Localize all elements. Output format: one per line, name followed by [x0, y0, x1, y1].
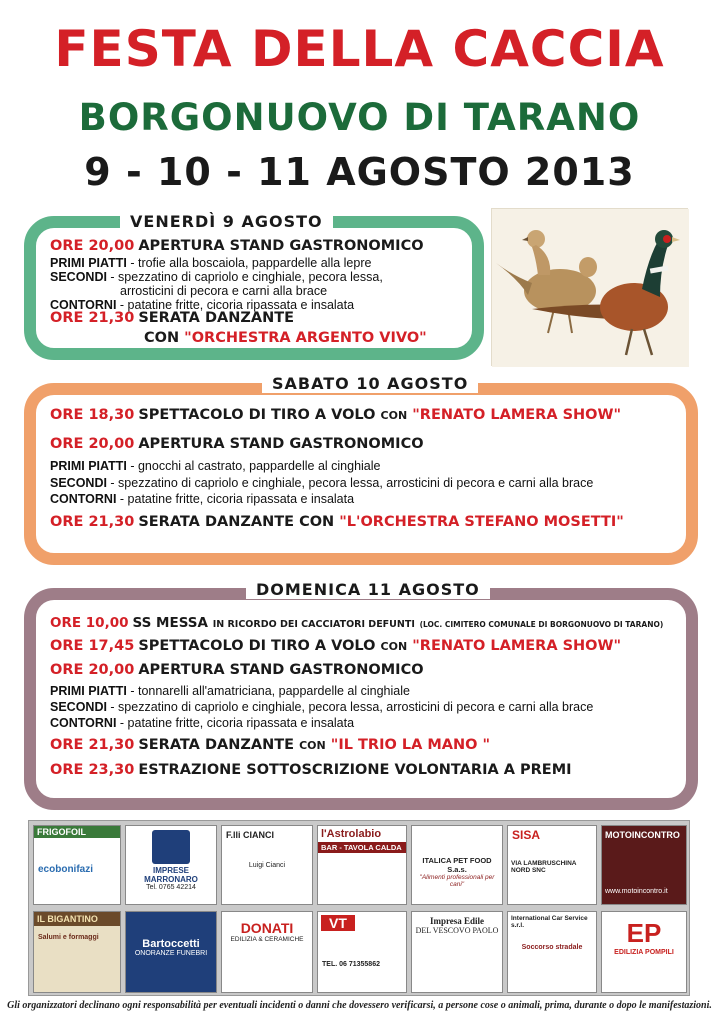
sponsor-motoincontro	[601, 825, 687, 905]
sponsor-name: ITALICA PET FOOD S.a.s.	[422, 856, 492, 874]
event-time: ORE 20,00	[50, 238, 135, 254]
event-guest: "IL TRIO LA MANO "	[330, 737, 491, 753]
menu-label: SECONDI	[50, 700, 107, 714]
sponsor-name: l'Astrolabio	[321, 828, 382, 840]
friday-menu-primi	[50, 256, 371, 270]
menu-label: SECONDI	[50, 476, 107, 490]
sponsor-name: EP	[626, 918, 662, 948]
sponsor-line: Soccorso stradale	[521, 944, 583, 951]
menu-label: CONTORNI	[50, 716, 117, 730]
sponsor-frigofoil	[33, 825, 121, 905]
sponsor-line: TEL. 06 71355862	[322, 961, 380, 968]
menu-text: - patatine fritte, cicoria ripassata e insalata	[116, 716, 355, 730]
sponsors-area	[28, 820, 690, 996]
sponsor-donati	[221, 911, 313, 993]
event-text: APERTURA STAND GASTRONOMICO	[138, 436, 424, 452]
sponsor-marronaro	[125, 825, 217, 905]
event-time: ORE 17,45	[50, 638, 135, 654]
menu-label: CONTORNI	[50, 492, 117, 506]
saturday-menu-secondi	[50, 476, 593, 490]
event-time: ORE 23,30	[50, 762, 135, 778]
menu-label: CONTORNI	[50, 298, 117, 312]
event-time: ORE 21,30	[50, 514, 135, 530]
sponsor-name: IL BIGANTINO	[34, 912, 120, 926]
sponsor-line: ONORANZE FUNEBRI	[134, 950, 208, 957]
friday-title: VENERDÌ 9 AGOSTO	[120, 212, 333, 231]
friday-event-band	[144, 330, 427, 346]
saturday-event-dance	[50, 514, 624, 530]
event-guest: "RENATO LAMERA SHOW"	[412, 407, 622, 423]
saturday-event-shooting	[50, 407, 621, 423]
saturday-event-stand	[50, 436, 424, 452]
event-text: APERTURA STAND GASTRONOMICO	[138, 238, 424, 254]
friday-menu-secondi-cont: arrosticini di pecora e carni alla brace	[120, 284, 328, 298]
friday-event-dance	[50, 310, 294, 326]
menu-text: - tonnarelli all'amatriciana, pappardelle al cinghiale	[126, 684, 410, 698]
event-with: CON	[299, 739, 326, 752]
sponsor-name: FRIGOFOIL	[34, 826, 120, 838]
sponsor-line: Salumi e formaggi	[38, 934, 99, 941]
saturday-menu-contorni	[50, 492, 354, 506]
sponsor-vt	[317, 911, 407, 993]
menu-text: - patatine fritte, cicoria ripassata e insalata	[116, 298, 355, 312]
sponsor-italica-pet-food	[411, 825, 503, 905]
event-text: SERATA DANZANTE	[138, 310, 295, 326]
event-text: ESTRAZIONE SOTTOSCRIZIONE VOLONTARIA A PREMI	[138, 762, 572, 778]
sponsor-bartoccetti	[125, 911, 217, 993]
disclaimer: Gli organizzatori declinano ogni responsabilità per eventuali incidenti o danni che dovessero verificarsi, a persone cose o animali, prima, durante o dopo le manifestazioni.	[7, 1000, 712, 1011]
event-text: SERATA DANZANTE	[138, 737, 295, 753]
dates-title: 9 - 10 - 11 AGOSTO 2013	[84, 150, 635, 194]
menu-label: PRIMI PIATTI	[50, 256, 127, 270]
sponsor-name: F.lli CIANCI	[226, 830, 275, 840]
event-text: SPETTACOLO DI TIRO A VOLO	[138, 638, 376, 654]
sponsor-car-service	[507, 911, 597, 993]
event-small-text: IN RICORDO DEI CACCIATORI DEFUNTI	[212, 619, 415, 630]
sponsor-name: International Car Service s.r.l.	[511, 915, 588, 929]
sponsor-name: VT	[321, 915, 355, 931]
logo-icon	[152, 830, 190, 864]
sponsor-pompili	[601, 911, 687, 993]
menu-text: - spezzatino di capriolo e cinghiale, pecora lessa,	[106, 270, 383, 284]
sponsor-name: Bartoccetti	[142, 938, 200, 950]
sunday-title: DOMENICA 11 AGOSTO	[246, 580, 490, 599]
sponsor-line: VIA LAMBRUSCHINA NORD SNC	[511, 860, 577, 874]
event-with: CON	[380, 640, 408, 653]
sponsor-line: EDILIZIA POMPILI	[614, 949, 674, 956]
event-time: ORE 20,00	[50, 662, 135, 678]
event-text: SERATA DANZANTE CON	[138, 514, 335, 530]
sponsor-line: EDILIZIA & CERAMICHE	[230, 936, 304, 943]
sponsor-sisa	[507, 825, 597, 905]
menu-label: SECONDI	[50, 270, 107, 284]
sponsor-del-vescovo	[411, 911, 503, 993]
menu-text: - gnocchi al castrato, pappardelle al cinghiale	[126, 459, 381, 473]
menu-text: - trofie alla boscaiola, pappardelle alla lepre	[126, 256, 372, 270]
event-text: SPETTACOLO DI TIRO A VOLO	[138, 407, 376, 423]
event-time: ORE 18,30	[50, 407, 135, 423]
sponsor-bigantino	[33, 911, 121, 993]
sponsor-line: DEL VESCOVO PAOLO	[415, 926, 499, 935]
saturday-menu-primi	[50, 459, 381, 473]
event-guest: "ORCHESTRA ARGENTO VIVO"	[184, 330, 427, 346]
sunday-event-stand	[50, 662, 424, 678]
sunday-event-mass	[50, 615, 663, 631]
friday-event-stand	[50, 238, 424, 254]
menu-text: - spezzatino di capriolo e cinghiale, pecora lessa, arrosticini di pecora e carni alla brace	[106, 700, 594, 714]
sponsor-name: IMPRESE MARRONARO	[144, 866, 198, 884]
sunday-menu-secondi	[50, 700, 593, 714]
pheasant-illustration	[491, 208, 688, 366]
sponsor-line: BAR - TAVOLA CALDA	[318, 842, 406, 853]
menu-text: - patatine fritte, cicoria ripassata e insalata	[116, 492, 355, 506]
event-time: ORE 20,00	[50, 436, 135, 452]
sponsor-line: www.motoincontro.it	[605, 888, 668, 895]
event-with: CON	[380, 409, 408, 422]
event-time: ORE 21,30	[50, 737, 135, 753]
saturday-title: SABATO 10 AGOSTO	[262, 374, 478, 393]
sunday-event-shooting	[50, 638, 621, 654]
menu-text: - spezzatino di capriolo e cinghiale, pecora lessa, arrosticini di pecora e carni alla brace	[106, 476, 594, 490]
event-time: ORE 10,00	[50, 615, 129, 631]
page-title: FESTA DELLA CACCIA	[54, 20, 665, 78]
friday-menu-secondi	[50, 270, 383, 284]
sponsor-line: ecobonifazi	[38, 864, 94, 875]
event-time: ORE 21,30	[50, 310, 135, 326]
sunday-event-raffle	[50, 762, 572, 778]
sponsor-line: Tel. 0765 42214	[146, 884, 196, 891]
sponsor-cianci	[221, 825, 313, 905]
menu-label: PRIMI PIATTI	[50, 684, 127, 698]
sunday-menu-primi	[50, 684, 410, 698]
event-text: APERTURA STAND GASTRONOMICO	[138, 662, 424, 678]
event-guest: "RENATO LAMERA SHOW"	[412, 638, 622, 654]
sponsor-name: DONATI	[240, 920, 294, 936]
menu-label: PRIMI PIATTI	[50, 459, 127, 473]
event-note: (LOC. CIMITERO COMUNALE DI BORGONUOVO DI TARANO)	[419, 620, 664, 629]
sunday-event-dance	[50, 737, 490, 753]
sponsor-name: MOTOINCONTRO	[605, 830, 680, 840]
location-title: BORGONUOVO DI TARANO	[78, 96, 641, 139]
sponsor-name: SISA	[512, 828, 541, 842]
event-guest: "L'ORCHESTRA STEFANO MOSETTI"	[339, 514, 624, 530]
sponsor-name: Impresa Edile	[429, 916, 485, 926]
sponsor-line: Luigi Cianci	[248, 862, 286, 869]
event-text: SS MESSA	[132, 615, 208, 631]
sponsor-line: "Alimenti professionali per cani"	[419, 874, 495, 888]
sponsor-astrolabio	[317, 825, 407, 905]
event-with: CON	[144, 330, 180, 346]
sunday-menu-contorni	[50, 716, 354, 730]
